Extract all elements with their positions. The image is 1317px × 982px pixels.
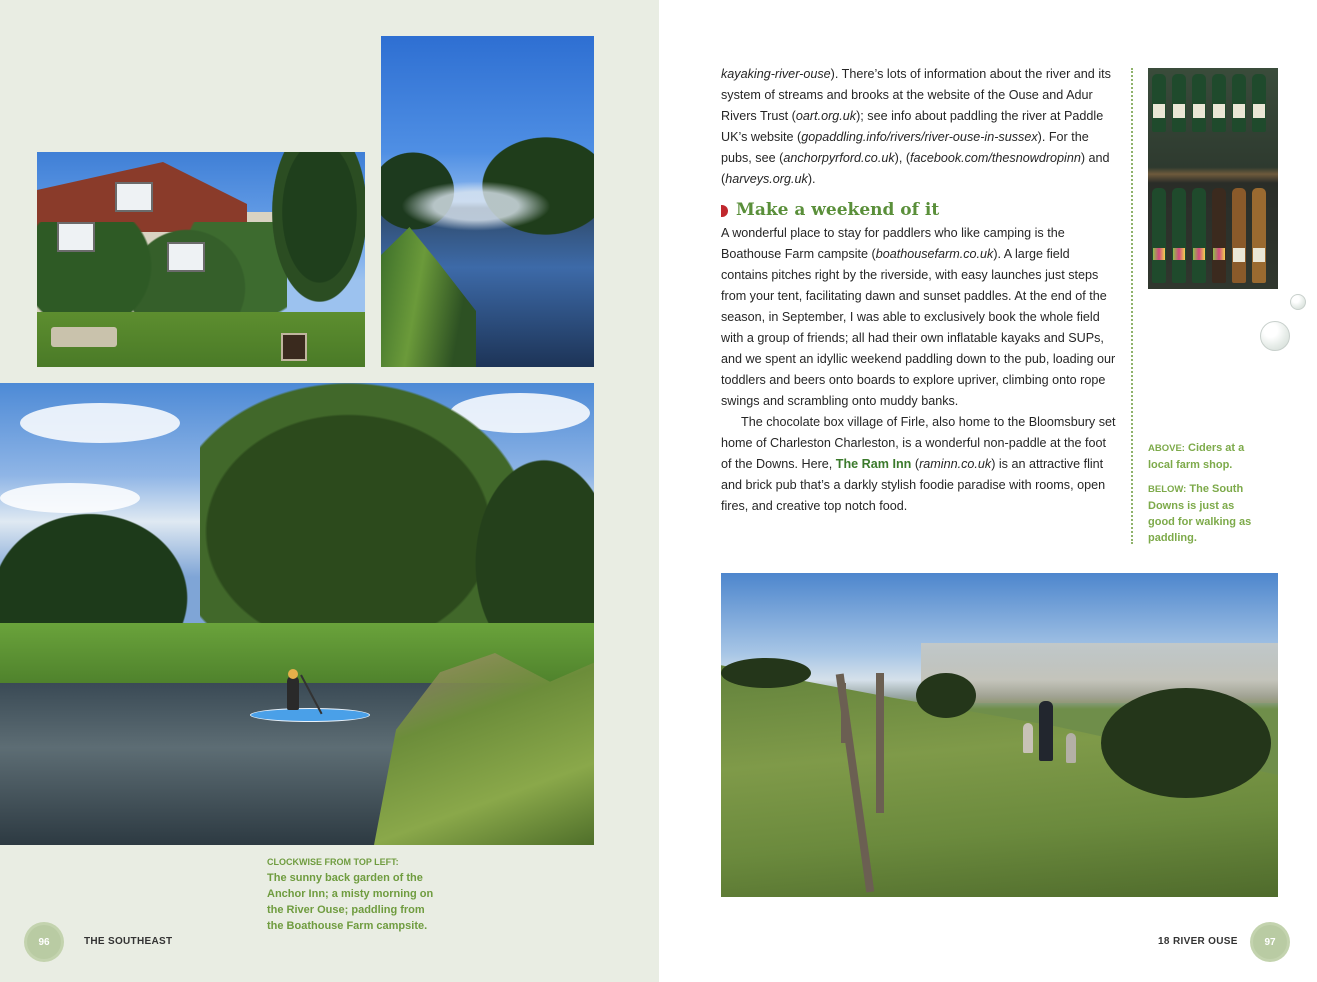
page-number-badge: 96 (27, 925, 61, 959)
caption-text: The South Downs is just as good for walking as paddling. (1148, 483, 1252, 544)
south-downs-photo (721, 573, 1278, 897)
anchor-inn-garden-photo (37, 152, 365, 367)
link-text: oart.org.uk (795, 109, 857, 123)
text-run: ) is an attractive flint and brick pub that’s a darkly stylish foodie paradise with rooms, open fires, and creative top notch food. (721, 457, 1106, 513)
walker-child (1023, 723, 1033, 753)
fence-post (876, 673, 884, 813)
dormer-window (115, 182, 153, 212)
link-text: gopaddling.info/rivers/river-ouse-in-sussex (801, 130, 1038, 144)
cider-bottle (1212, 74, 1226, 132)
text-run: ) and ( (721, 151, 1110, 186)
bottle-label (1213, 104, 1225, 118)
link-text: boathousefarm.co.uk (875, 247, 994, 261)
misty-river-photo (381, 36, 594, 367)
text-run: ( (911, 457, 920, 471)
conifer-tree (272, 152, 365, 302)
fence-post (841, 683, 846, 743)
cider-bottle (1152, 74, 1166, 132)
heading-marker-icon (721, 205, 728, 217)
text-run: ); see info about paddling the river at Paddle UK’s website ( (721, 109, 1104, 144)
text-run: ), ( (894, 151, 911, 165)
paddleboard (250, 708, 370, 722)
cider-bottle (1172, 188, 1186, 283)
text-run: A wonderful place to stay for paddlers who like camping is the Boathouse Farm campsite ( (721, 226, 1065, 261)
bottle-label (1153, 104, 1165, 118)
column-divider (1131, 68, 1133, 544)
cider-bottle (1252, 74, 1266, 132)
cider-bottle (1252, 188, 1266, 283)
section-title: RIVER OUSE (1173, 936, 1238, 947)
caption-lead: BELOW: (1148, 484, 1187, 495)
section-heading (721, 200, 1117, 221)
cider-bottle (1152, 188, 1166, 283)
garden-bench (51, 327, 117, 347)
house-window (57, 222, 95, 252)
cider-bottle (1212, 188, 1226, 283)
ram-inn-name: The Ram Inn (835, 457, 912, 471)
hawthorn-tree (1101, 688, 1271, 798)
cloud (20, 403, 180, 443)
text-run: The chocolate box village of Firle, also home to the Bloomsbury set home of Charleston Charleston, is a wonderful non-paddle at the foot of the Downs. Here, (721, 415, 1116, 471)
paragraph-campsite (721, 223, 1117, 412)
heading-text: Make a weekend of it (736, 200, 940, 220)
chalkboard-sign (281, 333, 307, 361)
house-window (167, 242, 205, 272)
link-text: anchorpyrford.co.uk (783, 151, 895, 165)
walker-child (1066, 733, 1076, 763)
bottle-label (1173, 248, 1185, 260)
article-body (721, 64, 1117, 517)
link-text: facebook.com/thesnowdropinn (910, 151, 1081, 165)
cider-bottle (1232, 74, 1246, 132)
link-text: kayaking-river-ouse (721, 67, 831, 81)
photo-caption-left (267, 854, 437, 934)
caption-lead: CLOCKWISE FROM TOP LEFT: (267, 857, 399, 867)
bottle-label (1153, 248, 1165, 260)
paragraph-firle (721, 412, 1117, 517)
intro-paragraph (721, 64, 1117, 190)
caption-above (1148, 440, 1258, 473)
paddler-head (288, 669, 298, 679)
text-run: ). For the pubs, see ( (721, 130, 1089, 165)
page-number-badge: 97 (1253, 925, 1287, 959)
walker-adult (1039, 701, 1053, 761)
caption-below (1148, 481, 1258, 546)
hedgerow (721, 658, 811, 688)
paddler (287, 676, 299, 710)
text-run: ). There’s lots of information about the river and its system of streams and brooks at the website of the Ouse and Adur Rivers Trust ( (721, 67, 1111, 123)
text-run: ). (807, 172, 816, 186)
bottle-label (1233, 248, 1245, 262)
link-text: harveys.org.uk (725, 172, 808, 186)
bottle-label (1233, 104, 1245, 118)
section-number: 18 (1158, 936, 1170, 947)
section-title: THE SOUTHEAST (84, 936, 173, 947)
text-run: ). A large field contains pitches right by the riverside, with easy launches just steps from your tent, facilitating dawn and sunset paddles. At the end of the season, in September, I was able to exclusively book the whole field with a group of friends; all had their own inflatable kayaks and SUPs, and we spent an idyllic weekend paddling down to the pub, loading our toddlers and beers onto boards to explore upriver, climbing onto rope swings and scrambling onto muddy banks. (721, 247, 1116, 408)
bottle-label (1193, 104, 1205, 118)
bottle-label (1253, 248, 1265, 262)
reeds (381, 227, 476, 367)
bottle-label (1193, 248, 1205, 260)
hawthorn-bush (916, 673, 976, 718)
ciders-photo (1148, 68, 1278, 289)
bubble-decoration (1260, 321, 1290, 351)
bottle-label (1253, 104, 1265, 118)
caption-text: Ciders at a local farm shop. (1148, 442, 1245, 471)
cider-bottle (1192, 188, 1206, 283)
morning-mist (401, 181, 551, 231)
caption-lead: ABOVE: (1148, 443, 1185, 454)
bottle-label (1173, 104, 1185, 118)
paddleboarding-photo (0, 383, 594, 845)
cider-bottle (1232, 188, 1246, 283)
link-text: raminn.co.uk (919, 457, 992, 471)
cider-bottle (1172, 74, 1186, 132)
caption-text: The sunny back garden of the Anchor Inn; a misty morning on the River Ouse; paddling from the Boathouse Farm campsite. (267, 872, 434, 932)
bottle-label (1213, 248, 1225, 260)
bubble-decoration (1290, 294, 1306, 310)
cider-bottle (1192, 74, 1206, 132)
